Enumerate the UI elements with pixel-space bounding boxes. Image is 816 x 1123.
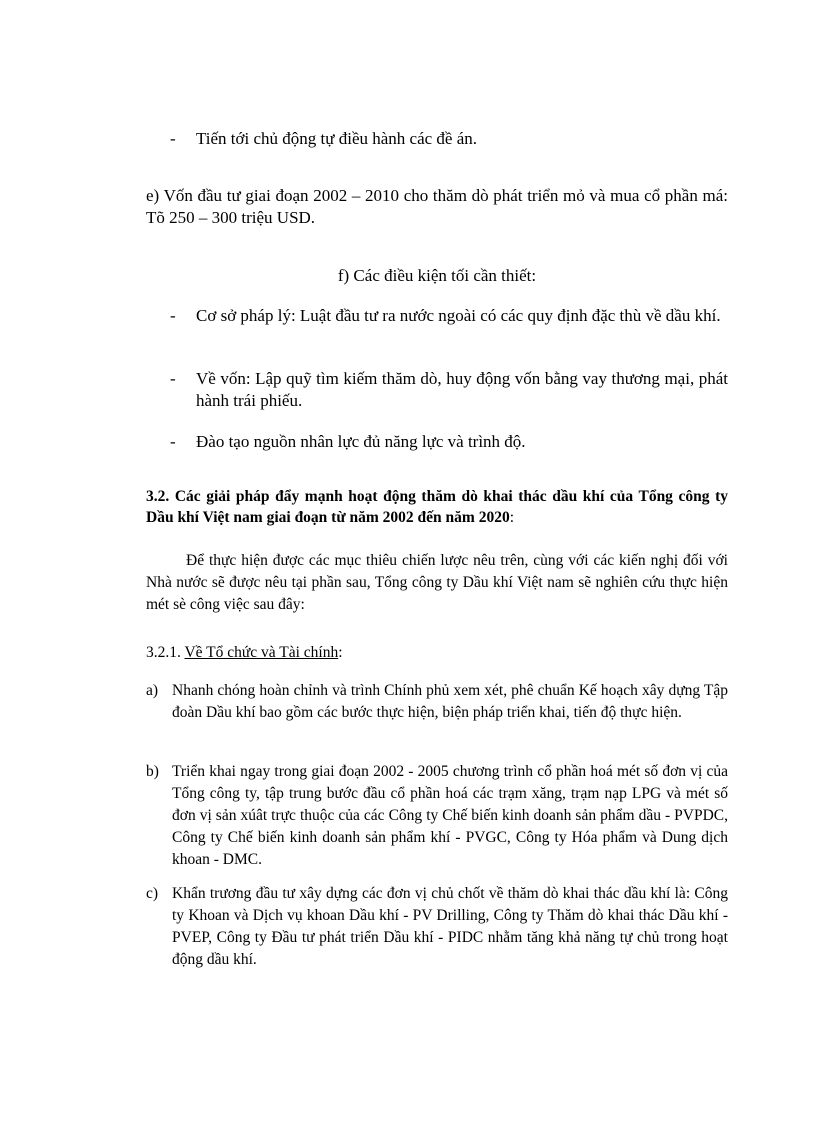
list-item-text: Về vốn: Lập quỹ tìm kiếm thăm dò, huy động vốn bằng vay thương mại, phát hành trái phiếu. [196, 369, 728, 410]
section-3-2-heading [146, 486, 728, 528]
paragraph-e: e) Vốn đầu tư giai đoạn 2002 – 2010 cho thăm dò phát triển mỏ và mua cổ phần má: Tõ 250 – 300 triệu USD. [146, 186, 728, 227]
list-item-text: Cơ sở pháp lý: Luật đầu tư ra nước ngoài có các quy định đặc thù về dầu khí. [196, 306, 721, 325]
dash-bullet: - [170, 306, 176, 325]
list-marker: a) [146, 682, 159, 699]
list-item-text: Khẩn trương đầu tư xây dựng các đơn vị chủ chốt về thăm dò khai thác dầu khí là: Công ty Khoan và Dịch vụ khoan Dầu khí - PV Drilling, Công ty Thăm dò khai thác Dầu khí - PVEP, Công ty Đầu tư phát triển Dầu khí - PIDC nhằm tăng khả năng tự chủ trong hoạt động dầu khí. [172, 885, 728, 968]
list-item-text: Đào tạo nguồn nhân lực đủ năng lực và trình độ. [196, 432, 526, 451]
list-marker: c) [146, 885, 159, 902]
list-item [146, 761, 728, 871]
intro-paragraph: Để thực hiện được các mục thiêu chiến lược nêu trên, cùng với các kiến nghị đối với Nhà nước sẽ được nêu tại phần sau, Tổng công ty Dầu khí Việt nam sẽ nghiên cứu thực hiện mét sè công việc sau đây: [146, 552, 728, 613]
list-item [146, 883, 728, 971]
section-3-2-title: 3.2. Các giải pháp đẩy mạnh hoạt động thăm dò khai thác dầu khí của Tổng công ty Dầu khí Việt nam giai đoạn từ năm 2002 đến năm 2020 [146, 488, 728, 526]
section-3-2-1-number: 3.2.1. [146, 644, 185, 661]
list-item [172, 128, 728, 150]
dash-bullet: - [170, 369, 176, 388]
list-item-text: Tiến tới chủ động tự điều hành các đề án. [196, 129, 478, 148]
dash-bullet: - [170, 432, 176, 451]
list-item [172, 368, 728, 412]
list-item [172, 305, 728, 327]
list-item-text: Triển khai ngay trong giai đoạn 2002 - 2005 chương trình cổ phần hoá mét số đơn vị của Tổng công ty, tập trung bước đầu cổ phần hoá các trạm xăng, trạm nạp LPG và mét số đơn vị sản xúât trực thuộc của các Công ty Chế biến kinh doanh sản phẩm dầu - PVPDC, Công ty Chế biến kinh doanh sản phẩm khí - PVGC, Công ty Hóa phẩm và Dung dịch khoan - DMC. [172, 763, 728, 868]
section-3-2-1-colon: : [338, 644, 343, 661]
section-3-2-1-heading [146, 642, 728, 664]
section-3-2-1-title: Về Tổ chức và Tài chính [184, 644, 339, 661]
list-item [172, 431, 728, 453]
list-marker: b) [146, 763, 159, 780]
list-item [146, 680, 728, 724]
heading-f: f) Các điều kiện tối cần thiết: [337, 266, 537, 285]
list-item-text: Nhanh chóng hoàn chỉnh và trình Chính phủ xem xét, phê chuẩn Kế hoạch xây dựng Tập đoàn Dầu khí bao gồm các bước thực hiện, biện pháp triển khai, tiến độ thực hiện. [172, 682, 728, 721]
section-3-2-colon: : [509, 509, 515, 526]
dash-bullet: - [170, 129, 176, 148]
